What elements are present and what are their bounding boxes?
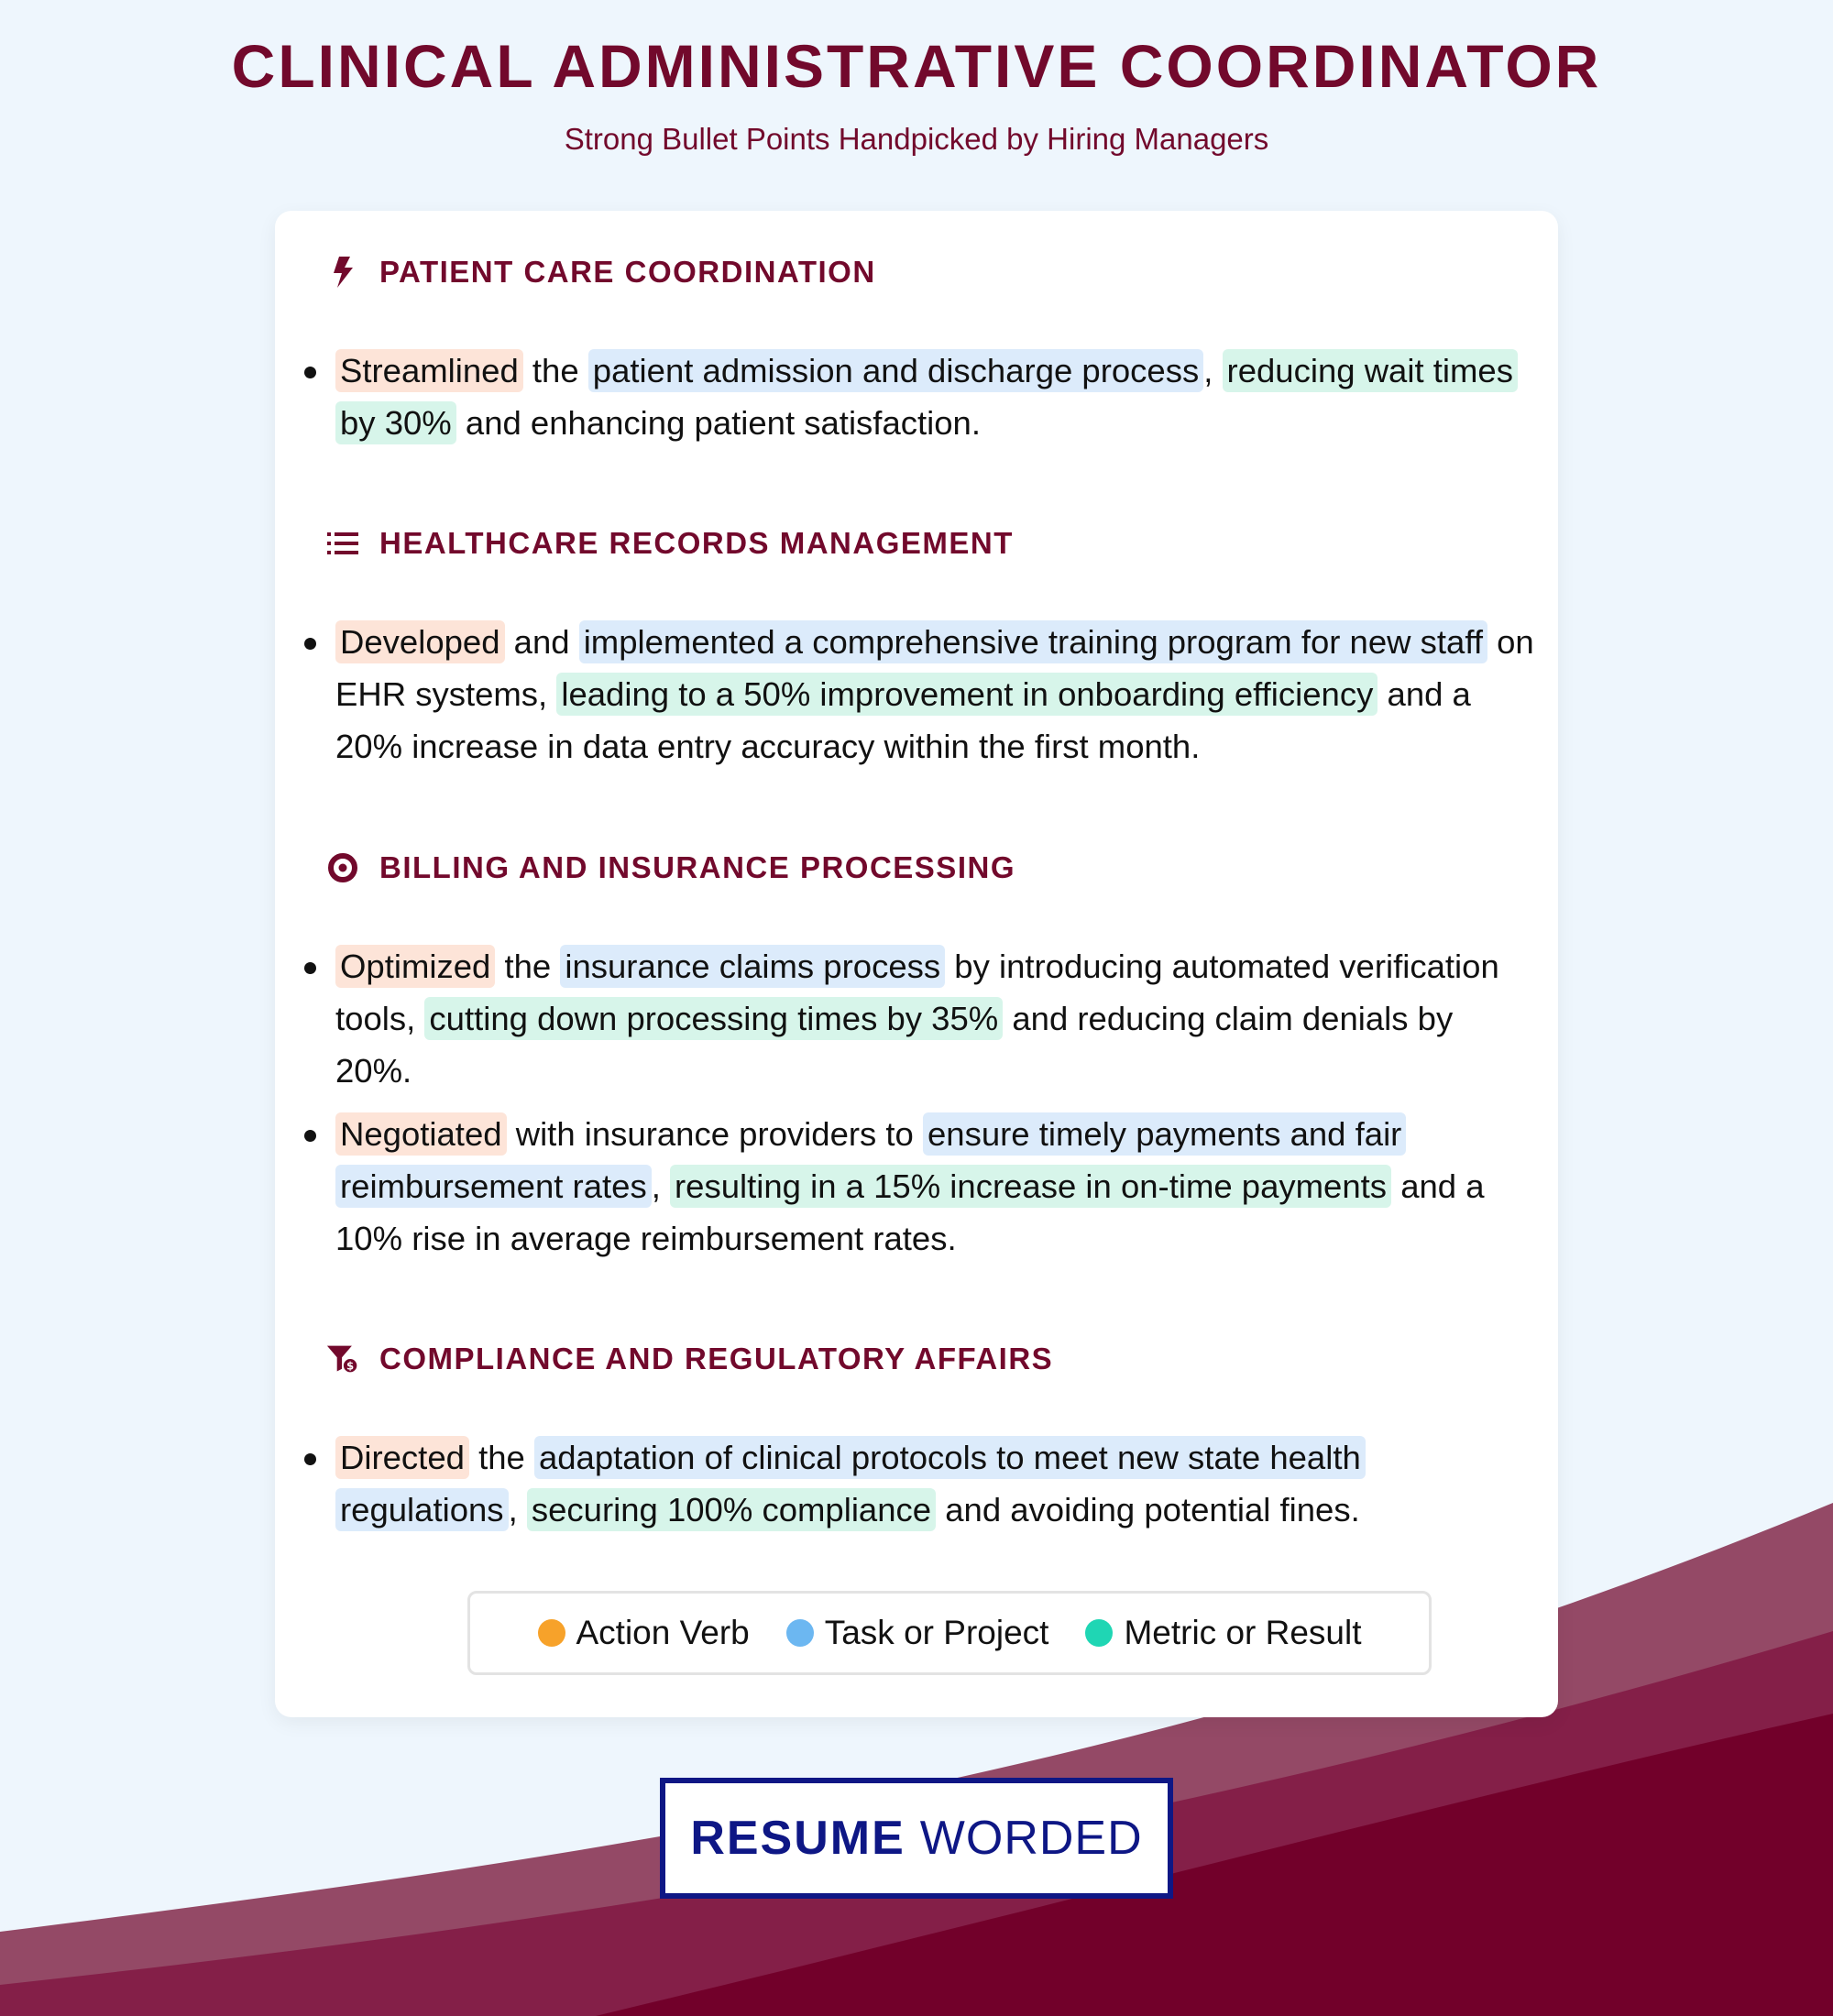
metric-highlight: reducing wait times by 30%: [335, 349, 1518, 444]
bullet-text: and a 10% rise in average reimbursement rates.: [335, 1167, 1485, 1257]
task-highlight: patient admission and discharge process: [588, 349, 1203, 392]
action-verb-highlight: Directed: [335, 1436, 469, 1479]
svg-text:$: $: [346, 1359, 355, 1373]
bullet-list: [302, 345, 1536, 460]
bullet-item: [302, 616, 1536, 772]
section-title: PATIENT CARE COORDINATION: [379, 255, 876, 289]
bullet-text: and avoiding potential fines.: [936, 1491, 1360, 1528]
action-verb-highlight: Optimized: [335, 945, 495, 988]
task-highlight: adaptation of clinical protocols to meet new state health regulations: [335, 1436, 1366, 1531]
bullet-points-card: [275, 211, 1558, 1717]
bullet-text: and: [504, 623, 579, 661]
action-verb-highlight: Developed: [335, 620, 505, 663]
legend-item-task-project: [786, 1614, 1049, 1652]
legend-dot: [538, 1619, 565, 1647]
bullet-item: [302, 345, 1536, 449]
metric-highlight: cutting down processing times by 35%: [424, 997, 1003, 1040]
bullet-text: with insurance providers to: [506, 1115, 923, 1153]
bullet-list: [302, 940, 1536, 1276]
bullet-item: [302, 1108, 1536, 1265]
bullet-text: and reducing claim denials by 20%.: [335, 1000, 1454, 1090]
highlight-legend: [467, 1591, 1432, 1675]
page-header: [0, 29, 1833, 158]
legend-dot: [786, 1619, 814, 1647]
bullet-list: [302, 1431, 1536, 1547]
brand-name-bold: RESUME: [690, 1812, 906, 1865]
section-title: COMPLIANCE AND REGULATORY AFFAIRS: [379, 1342, 1054, 1375]
legend-dot: [1085, 1619, 1113, 1647]
metric-highlight: securing 100% compliance: [527, 1488, 936, 1531]
bullet-text: the: [522, 352, 588, 389]
metric-highlight: leading to a 50% improvement in onboarding efficiency: [556, 673, 1377, 716]
bullet-text: ,: [651, 1167, 670, 1205]
legend-item-metric-result: [1085, 1614, 1361, 1652]
section-header: [326, 249, 876, 295]
task-highlight: ensure timely payments and fair reimbursement rates: [335, 1112, 1406, 1208]
section-header: [326, 1336, 1053, 1382]
legend-label: Metric or Result: [1124, 1614, 1362, 1651]
bullet-text: the: [495, 948, 561, 985]
bullet-text: ,: [508, 1491, 527, 1528]
list-icon: [326, 527, 359, 560]
resume-worded-logo[interactable]: [660, 1778, 1173, 1899]
bullet-text: the: [468, 1439, 534, 1476]
bullet-text: by introducing automated verification tools,: [335, 948, 1499, 1037]
action-verb-highlight: Negotiated: [335, 1112, 507, 1156]
bullet-text: ,: [1203, 352, 1223, 389]
section-header: [326, 520, 1014, 566]
bullet-text: and enhancing patient satisfaction.: [456, 404, 981, 442]
page-title: CLINICAL ADMINISTRATIVE COORDINATOR: [231, 32, 1602, 100]
page-subtitle: Strong Bullet Points Handpicked by Hiring Managers: [564, 122, 1269, 156]
bullet-item: [302, 940, 1536, 1097]
task-highlight: implemented a comprehensive training program for new staff: [579, 620, 1487, 663]
bullet-text: and a 20% increase in data entry accuracy within the first month.: [335, 675, 1471, 765]
bullet-item: [302, 1431, 1536, 1536]
legend-item-action-verb: [538, 1614, 750, 1652]
bolt-icon: [326, 256, 359, 289]
bullet-list: [302, 616, 1536, 783]
metric-highlight: resulting in a 15% increase in on-time payments: [670, 1165, 1391, 1208]
section-title: HEALTHCARE RECORDS MANAGEMENT: [379, 526, 1014, 560]
legend-label: Task or Project: [824, 1614, 1049, 1651]
task-highlight: insurance claims process: [560, 945, 945, 988]
section-title: BILLING AND INSURANCE PROCESSING: [379, 850, 1015, 884]
action-verb-highlight: Streamlined: [335, 349, 523, 392]
section-header: [326, 845, 1015, 891]
bullet-text: on EHR systems,: [335, 623, 1534, 713]
funnel-dollar-icon: [326, 1342, 359, 1375]
brand-name-light: WORDED: [919, 1812, 1143, 1865]
legend-label: Action Verb: [576, 1614, 750, 1651]
target-icon: [326, 851, 359, 884]
